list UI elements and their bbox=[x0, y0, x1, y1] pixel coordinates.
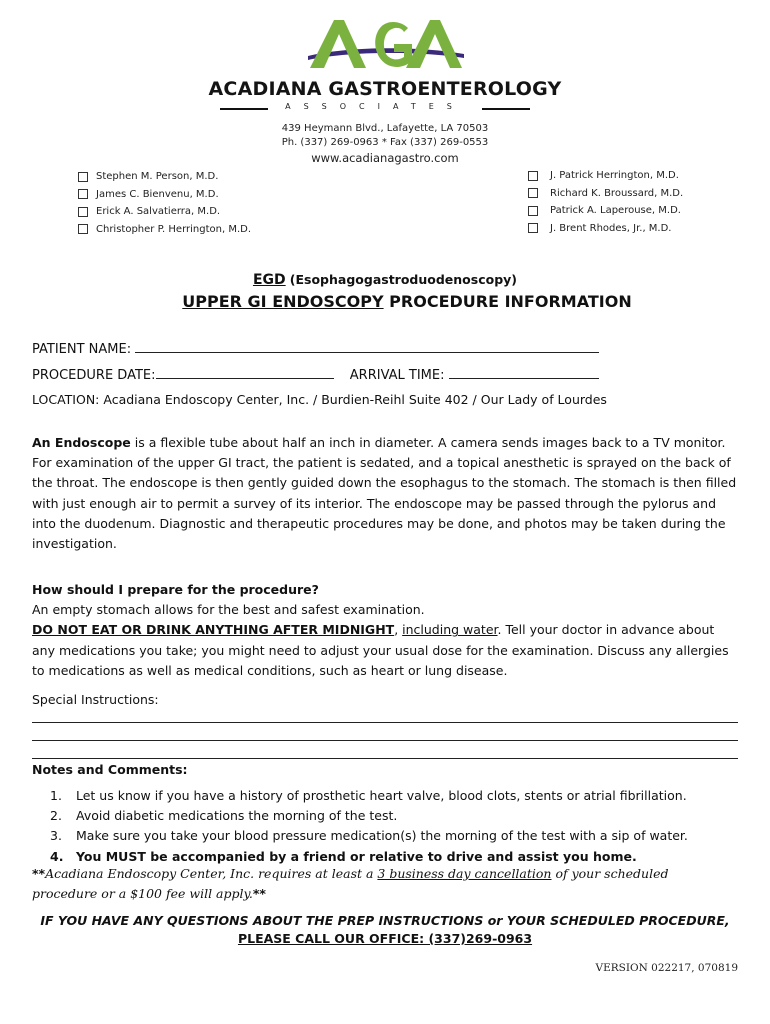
doctor-item: J. Patrick Herrington, M.D. bbox=[528, 167, 683, 185]
doctor-item: James C. Bienvenu, M.D. bbox=[78, 186, 251, 204]
patient-name-row bbox=[32, 340, 599, 357]
divider bbox=[220, 108, 268, 110]
preparation-question: How should I prepare for the procedure? bbox=[32, 582, 319, 597]
notes-list bbox=[50, 786, 740, 867]
phone-fax: Ph. (337) 269-0963 * Fax (337) 269-0553 bbox=[281, 137, 489, 148]
special-instructions-line[interactable] bbox=[32, 758, 738, 759]
list-item: 4. You MUST be accompanied by a friend or relative to drive and assist you home. bbox=[50, 848, 637, 864]
checkbox[interactable] bbox=[78, 224, 88, 234]
checkbox[interactable] bbox=[528, 223, 538, 233]
arrival-time-label: ARRIVAL TIME: bbox=[349, 368, 445, 383]
doctor-item: Patrick A. Laperouse, M.D. bbox=[528, 202, 683, 220]
preparation-text-1: An empty stomach allows for the best and safest examination. bbox=[32, 602, 425, 618]
divider bbox=[482, 108, 530, 110]
preparation-text-2: DO NOT EAT OR DRINK ANYTHING AFTER MIDNIGHT, including water. Tell your doctor in advance about any medications you take; you might need to adjust your usual dose for the examination. Discuss any allergies to medications as well as medical conditions, such as heart or lung disease. bbox=[32, 622, 729, 678]
arrival-time-field[interactable] bbox=[449, 366, 599, 379]
egd-title: EGD (Esophagogastroduodenoscopy) bbox=[252, 272, 518, 288]
doctor-list-left bbox=[78, 168, 251, 238]
doctor-item: Christopher P. Herrington, M.D. bbox=[78, 221, 251, 239]
address: 439 Heymann Blvd., Lafayette, LA 70503 bbox=[281, 123, 489, 134]
special-instructions-line[interactable] bbox=[32, 740, 738, 741]
doctor-item: J. Brent Rhodes, Jr., M.D. bbox=[528, 220, 683, 238]
doctor-item: Stephen M. Person, M.D. bbox=[78, 168, 251, 186]
document-title: UPPER GI ENDOSCOPY PROCEDURE INFORMATION bbox=[182, 292, 632, 311]
date-time-row bbox=[32, 366, 599, 383]
location: LOCATION: Acadiana Endoscopy Center, Inc. / Burdien-Reihl Suite 402 / Our Lady of Lourdes bbox=[32, 392, 607, 407]
doctor-item: Erick A. Salvatierra, M.D. bbox=[78, 203, 251, 221]
aga-logo bbox=[300, 14, 470, 70]
doctor-item: Richard K. Broussard, M.D. bbox=[528, 185, 683, 203]
endoscope-description: An Endoscope is a flexible tube about half an inch in diameter. A camera sends images back to a TV monitor. For examination of the upper GI tract, the patient is sedated, and a topical anesthetic is sprayed on the back of the throat. The endoscope is then gently guided down the esophagus to the stomach. The stomach is then filled with just enough air to permit a survey of its interior. The endoscope may be passed through the pylorus and into the duodenum. Diagnostic and therapeutic procedures may be done, and photos may be taken during the investigation. bbox=[32, 435, 737, 552]
checkbox[interactable] bbox=[528, 171, 538, 181]
associates-banner bbox=[220, 102, 530, 116]
practice-name: ACADIANA GASTROENTEROLOGY bbox=[208, 78, 562, 100]
checkbox[interactable] bbox=[78, 189, 88, 199]
associates-text: ASSOCIATES bbox=[285, 102, 465, 111]
special-instructions-line[interactable] bbox=[32, 722, 738, 723]
procedure-date-field[interactable] bbox=[156, 366, 334, 379]
checkbox[interactable] bbox=[528, 206, 538, 216]
doctor-list-right bbox=[528, 167, 683, 237]
list-item: 3. Make sure you take your blood pressure medication(s) the morning of the test with a sip of water. bbox=[50, 828, 688, 844]
cancellation-policy: **Acadiana Endoscopy Center, Inc. requires at least a 3 business day cancellation of your scheduled procedure or a $100 fee will apply.** bbox=[32, 866, 669, 901]
list-item: 2. Avoid diabetic medications the morning of the test. bbox=[50, 808, 398, 824]
list-item: 1. Let us know if you have a history of prosthetic heart valve, blood clots, stents or atrial fibrillation. bbox=[50, 788, 687, 803]
procedure-date-label: PROCEDURE DATE: bbox=[32, 368, 156, 383]
checkbox[interactable] bbox=[528, 188, 538, 198]
notes-heading: Notes and Comments: bbox=[32, 762, 188, 777]
website-link[interactable]: www.acadianagastro.com bbox=[311, 151, 459, 165]
patient-name-field[interactable] bbox=[135, 340, 599, 353]
version-label: VERSION 022217, 070819 bbox=[595, 962, 738, 974]
special-instructions-label: Special Instructions: bbox=[32, 692, 159, 707]
office-phone[interactable]: PLEASE CALL OUR OFFICE: (337)269-0963 bbox=[237, 931, 533, 946]
preparation-section bbox=[32, 580, 740, 681]
checkbox[interactable] bbox=[78, 207, 88, 217]
questions-notice: IF YOU HAVE ANY QUESTIONS ABOUT THE PREP INSTRUCTIONS or YOUR SCHEDULED PROCEDURE, bbox=[40, 913, 730, 928]
patient-name-label: PATIENT NAME: bbox=[32, 342, 132, 357]
checkbox[interactable] bbox=[78, 172, 88, 182]
